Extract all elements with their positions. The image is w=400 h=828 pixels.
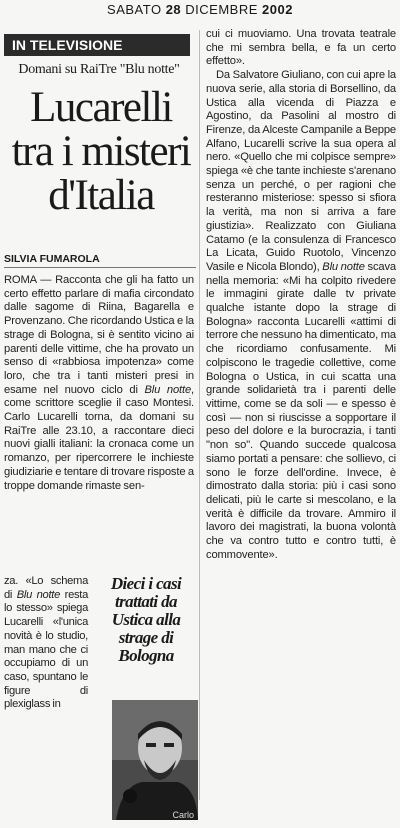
body-column-2 xyxy=(206,28,396,562)
show-title-italic: Blu notte xyxy=(144,383,192,396)
text-run: scava nella memoria: «Mi ha colpito rivedere le immagini girate dalle tv private qualche istante dopo la strage di Bologna» racconta Lucarelli «attimi di terrore che nessuno ha dimenticato, ma che ricordiamo confusamente. Mi colpiscono le tragedie collettive, come Bologna o Ustica, in cui scatta una grande solidarietà tra i parenti delle vittime, come se da soli — e spesso è così — non si riuscisse a sopportare il peso del dolore e la burocrazia, i tanti "non so". Quando succede qualcosa siamo portati a pensare: che sollievo, ci sono le forze dell'ordine. Invece, è dimostrato dalla storia: più i casi sono delicati, più le carte si mescolano, e la verità è difficile da trovare. Ammiro il lavoro dei magistrati, la buona volontà che va contro tutto e contro tutti, è commovente». xyxy=(206,260,397,561)
text-run: ROMA — Racconta che gli ha fatto un certo effetto parlare di mafia circondato dalle sagome di Riina, Bagarella e Provenzano. Che ricordando Ustica e la strage di Bologna, si è sentito vicino ai parenti delle vittime, che ha provato un senso di «rabbiosa impotenza» come loro, che tra i tanti misteri presi in esame nel nuovo ciclo di xyxy=(4,274,194,396)
body-column-1 xyxy=(4,274,194,493)
paragraph xyxy=(4,575,88,712)
body-column-1-narrow xyxy=(4,575,88,712)
title-line-3: d'Italia xyxy=(48,172,154,219)
pull-quote: Dieci i casi trattati da Ustica alla strage di Bologna xyxy=(110,574,182,665)
portrait-image xyxy=(112,700,198,820)
column-divider xyxy=(199,30,200,800)
text-run: Da Salvatore Giuliano, con cui apre la nuova serie, alla storia di Borsellino, da Ustica alla vicenda di Piazza e Agostino, da Pasolini al mostro di Firenze, da Alceste Campanile a Beppe Alfano, Lucarelli scrive la sua opera al nero. «Quello che mi colpisce sempre» spiega «è che tante inchieste s'arenano senza un perché, o per ragioni che resteranno misteriose: spesso si sfiora la verità, ma non si arriva a fare giustizia». Realizzato con Giuliana Catamo (e la consulenza di Francesco La Licata, Guido Ruotolo, Vincenzo Vasile e Nicola Blondo), xyxy=(206,69,396,273)
article-kicker: Domani su RaiTre "Blu notte" xyxy=(18,62,180,77)
photo-caption: Carlo xyxy=(172,810,194,820)
date-year: 2002 xyxy=(262,2,293,17)
date-month: DICEMBRE xyxy=(185,2,258,17)
byline: SILVIA FUMAROLA xyxy=(4,253,196,268)
text-run: , come scrittore sceglie il caso Montesi. Carlo Lucarelli torna, da domani su RaiTre alle 23.10, a raccontare dieci nuovi gialli italiani: la cronaca come un romanzo, per ripercorrere le inchieste giudiziarie e tentare di trovare risposte a troppe domande rimaste sen- xyxy=(4,383,194,492)
text-run: resta lo stesso» spiega Lucarelli «l'unica novità è lo studio, man mano che ci occupiamo di un caso, spuntano le figure di plexiglass in xyxy=(4,588,89,711)
title-line-1: Lucarelli xyxy=(30,84,172,131)
title-line-2: tra i misteri xyxy=(11,128,191,175)
article-title xyxy=(6,86,196,218)
dateline xyxy=(0,2,400,17)
author-photo xyxy=(112,700,198,820)
date-day: SABATO xyxy=(107,2,162,17)
paragraph xyxy=(206,69,396,562)
show-title-italic: Blu notte xyxy=(322,260,365,273)
paragraph: cui ci muoviamo. Una trovata teatrale che mi sembra bella, e fa un certo effetto». xyxy=(206,28,396,68)
paragraph xyxy=(4,274,194,493)
show-title-italic: Blu notte xyxy=(16,588,61,601)
text-run: za. «Lo schema di xyxy=(4,575,88,601)
section-rubric: IN TELEVISIONE xyxy=(4,34,190,56)
date-number: 28 xyxy=(165,2,182,17)
